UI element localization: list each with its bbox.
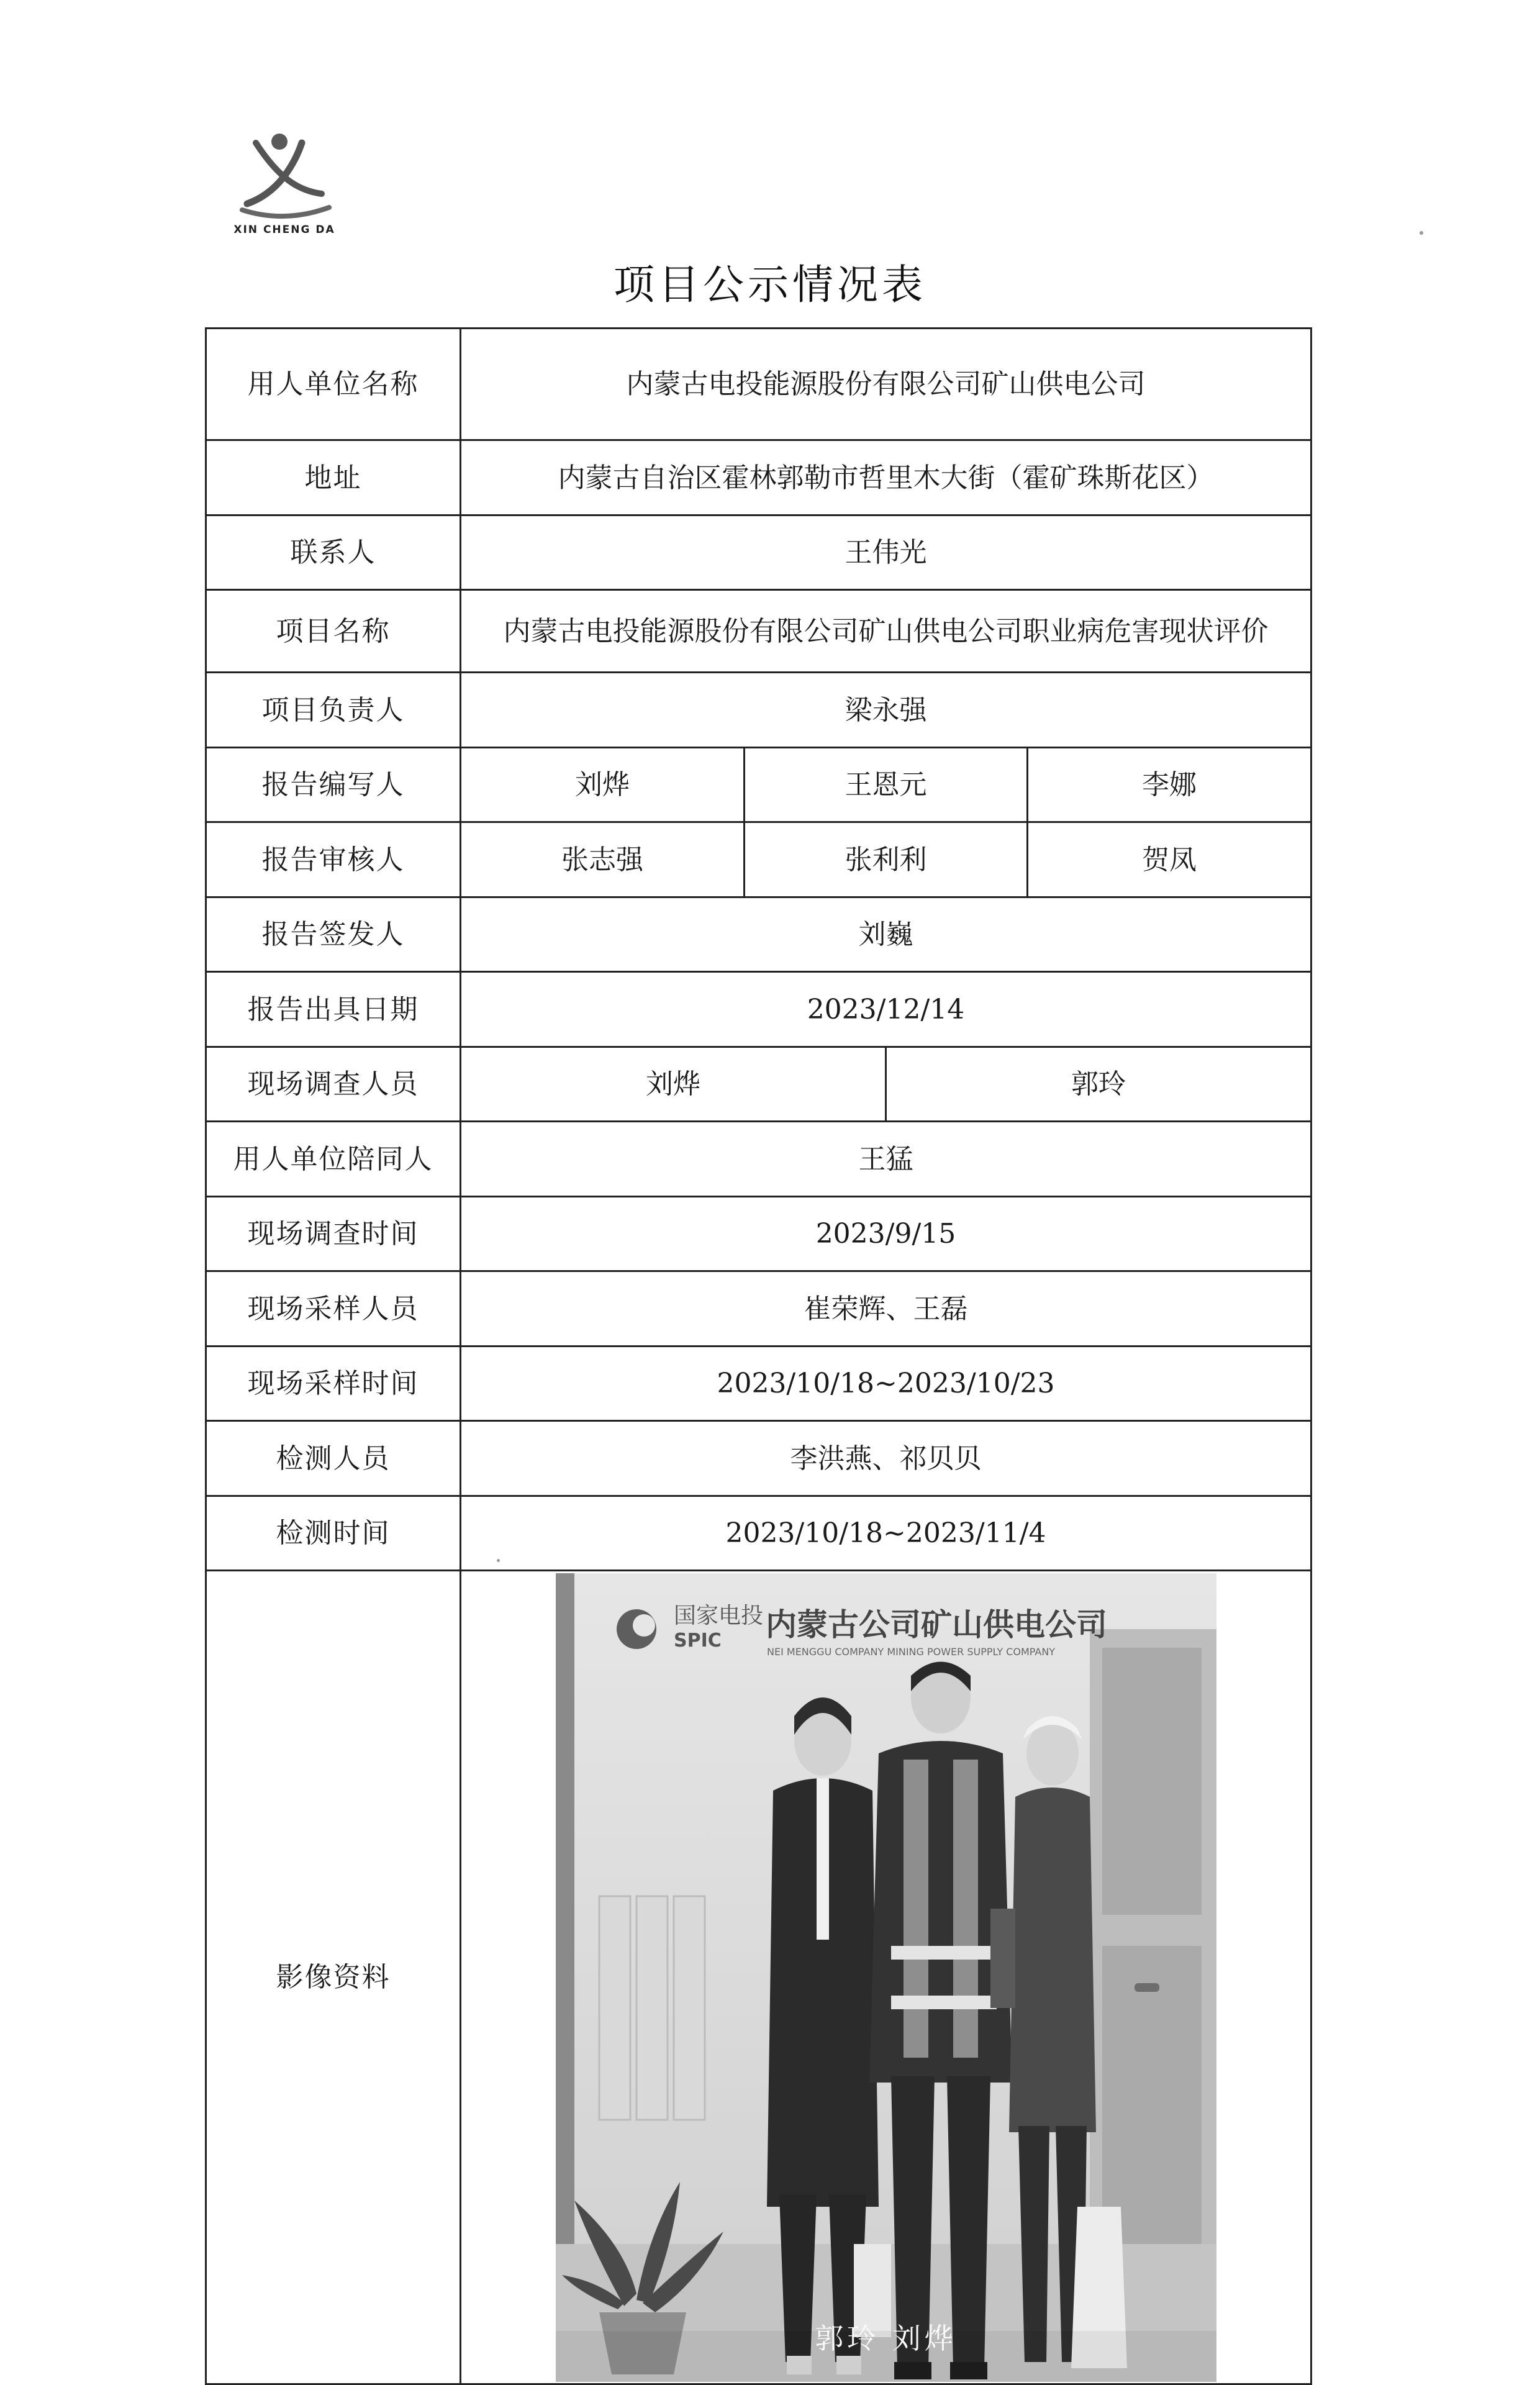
report-issuer-label: 报告签发人 [206, 897, 461, 972]
sign-brand-cn: 国家电投 [673, 1602, 763, 1629]
site-photo [556, 1573, 1216, 2382]
address-label: 地址 [206, 440, 461, 516]
table-row [206, 897, 1311, 972]
table-row [206, 748, 1311, 822]
xin-cheng-da-logo-icon [229, 124, 340, 224]
image-material-cell [461, 1571, 1311, 2384]
table-row [206, 1271, 1311, 1347]
report-reviewer-3: 贺凤 [1028, 822, 1311, 897]
testing-staff-value: 李洪燕、祁贝贝 [461, 1421, 1311, 1496]
table-row [206, 440, 1311, 516]
report-writer-2: 王恩元 [745, 748, 1028, 822]
contact-label: 联系人 [206, 516, 461, 590]
table-row [206, 1197, 1311, 1271]
table-row [206, 516, 1311, 590]
sampling-staff-value: 崔荣辉、王磊 [461, 1271, 1311, 1347]
sampling-time-label: 现场采样时间 [206, 1347, 461, 1421]
table-row [206, 1347, 1311, 1421]
site-investigator-1: 刘烨 [461, 1047, 886, 1122]
site-investigator-label: 现场调查人员 [206, 1047, 461, 1122]
site-investigation-time-value: 2023/9/15 [461, 1197, 1311, 1271]
report-writer-label: 报告编写人 [206, 748, 461, 822]
page-title: 项目公示情况表 [614, 261, 926, 309]
table-row [206, 972, 1311, 1047]
logo-text: XIN CHENG DA [233, 224, 335, 236]
employer-name-label: 用人单位名称 [206, 329, 461, 440]
contact-value: 王伟光 [461, 516, 1311, 590]
sign-brand-en: SPIC [673, 1629, 722, 1651]
table-row [206, 1496, 1311, 1571]
table-row [206, 590, 1311, 673]
table-row [206, 1047, 1311, 1122]
table-row [206, 1421, 1311, 1496]
report-reviewer-2: 张利利 [745, 822, 1028, 897]
site-photo-image [556, 1573, 1216, 2382]
scan-speck [1420, 231, 1423, 235]
report-reviewer-label: 报告审核人 [206, 822, 461, 897]
testing-staff-label: 检测人员 [206, 1421, 461, 1496]
table-row [206, 1571, 1311, 2384]
employer-name-value: 内蒙古电投能源股份有限公司矿山供电公司 [461, 329, 1311, 440]
sampling-staff-label: 现场采样人员 [206, 1271, 461, 1347]
employer-escort-value: 王猛 [461, 1122, 1311, 1197]
site-investigation-time-label: 现场调查时间 [206, 1197, 461, 1271]
table-row [206, 673, 1311, 748]
project-name-label: 项目名称 [206, 590, 461, 673]
table-row [206, 822, 1311, 897]
project-leader-label: 项目负责人 [206, 673, 461, 748]
table-row [206, 1122, 1311, 1197]
report-reviewer-1: 张志强 [461, 822, 745, 897]
project-info-table [205, 327, 1312, 2385]
scan-speck [497, 1559, 500, 1562]
report-date-label: 报告出具日期 [206, 972, 461, 1047]
report-issuer-value: 刘巍 [461, 897, 1311, 972]
report-date-value: 2023/12/14 [461, 972, 1311, 1047]
sign-logo-icon [617, 1609, 656, 1649]
sampling-time-value: 2023/10/18~2023/10/23 [461, 1347, 1311, 1421]
testing-time-value: 2023/10/18~2023/11/4 [461, 1496, 1311, 1571]
testing-time-label: 检测时间 [206, 1496, 461, 1571]
sign-company-cn: 内蒙古公司矿山供电公司 [765, 1606, 1107, 1643]
project-leader-value: 梁永强 [461, 673, 1311, 748]
site-investigator-2: 郭玲 [886, 1047, 1311, 1122]
sign-company-en: NEI MENGGU COMPANY MINING POWER SUPPLY COMPANY [766, 1645, 1055, 1658]
image-material-label: 影像资料 [206, 1571, 461, 2384]
employer-escort-label: 用人单位陪同人 [206, 1122, 461, 1197]
report-writer-1: 刘烨 [461, 748, 745, 822]
report-writer-3: 李娜 [1028, 748, 1311, 822]
address-value: 内蒙古自治区霍林郭勒市哲里木大街（霍矿珠斯花区） [461, 440, 1311, 516]
photo-caption: 郭玲 刘烨 [815, 2322, 957, 2355]
table-row [206, 329, 1311, 440]
company-logo [229, 124, 340, 248]
project-name-value: 内蒙古电投能源股份有限公司矿山供电公司职业病危害现状评价 [461, 590, 1311, 673]
